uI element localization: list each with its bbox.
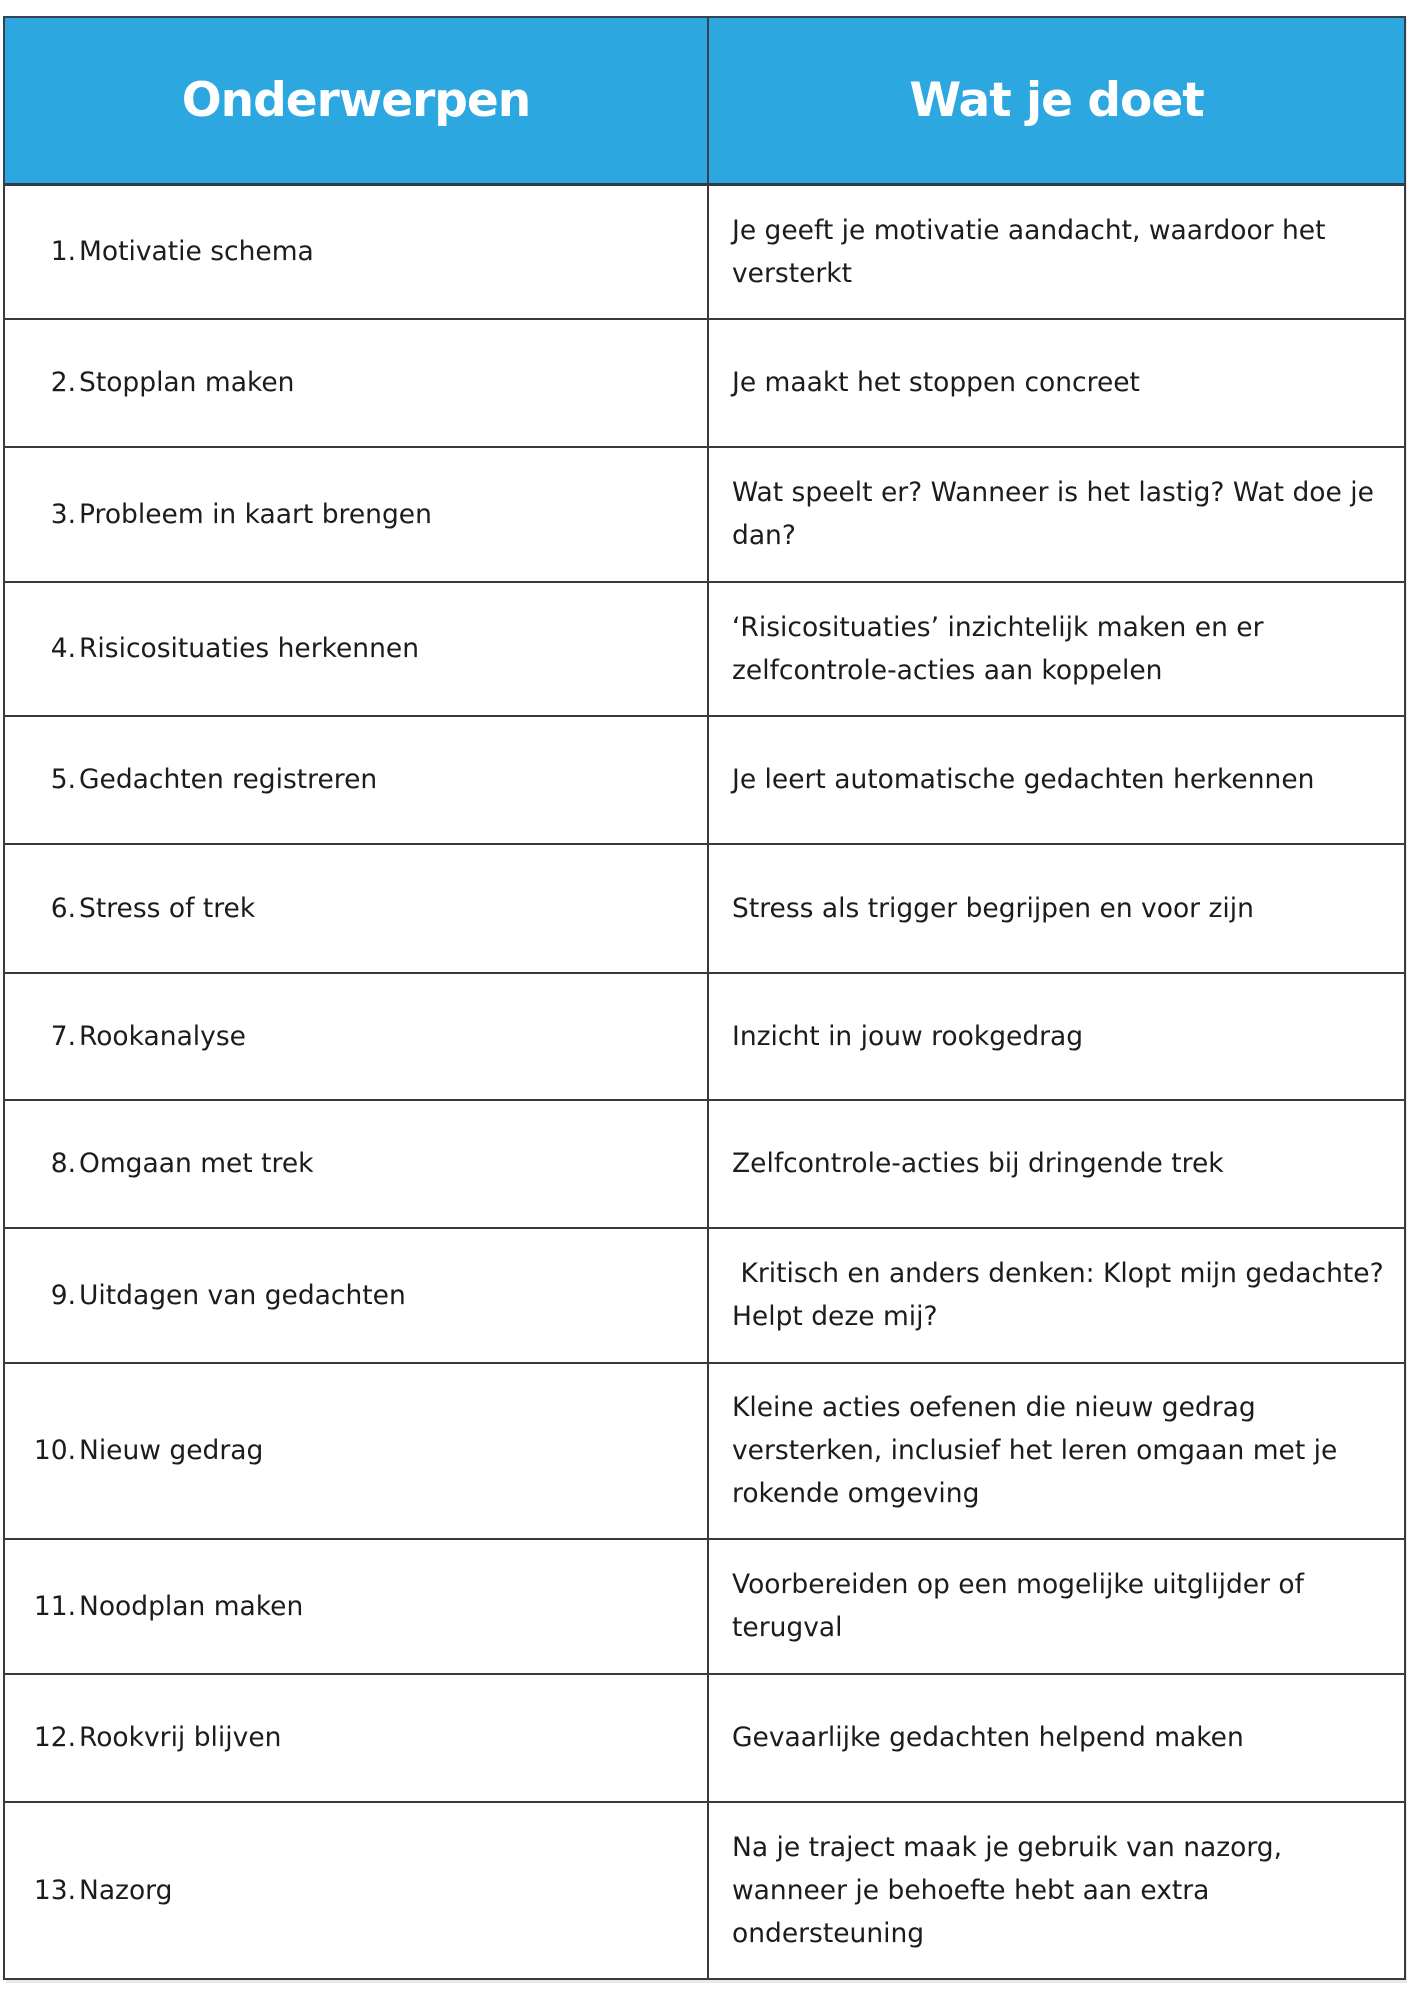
topic-number: 7.	[50, 1020, 76, 1052]
topic-item	[5, 887, 707, 930]
topic-label: Rookanalyse	[79, 1020, 246, 1052]
topic-number: 2.	[50, 367, 76, 398]
action-cell	[708, 1539, 1405, 1674]
topic-cell	[4, 1674, 708, 1802]
header-actions: Wat je doet	[708, 17, 1405, 185]
topic-number: 5.	[50, 764, 76, 795]
topic-item	[5, 230, 707, 273]
action-description: Voorbereiden op een mogelijke uitglijder of terugval	[732, 1569, 1313, 1643]
topic-cell	[4, 1802, 708, 1979]
action-description: Zelfcontrole-acties bij dringende trek	[732, 1148, 1224, 1179]
action-cell	[708, 319, 1405, 447]
topic-number: 4.	[50, 633, 76, 664]
topic-label: Stress of trek	[79, 892, 256, 924]
table-row	[4, 1363, 1405, 1539]
table-row	[4, 582, 1405, 716]
topic-item	[5, 1585, 707, 1628]
topic-item	[5, 758, 707, 801]
topic-number: 8.	[50, 1148, 76, 1179]
table-row	[4, 844, 1405, 973]
action-description: Gevaarlijke gedachten helpend maken	[732, 1722, 1244, 1753]
action-cell	[708, 973, 1405, 1100]
table-header-row	[4, 17, 1405, 185]
action-description: Kleine acties oefenen die nieuw gedrag versterken, inclusief het leren omgaan met je rokende omgeving	[732, 1392, 1346, 1509]
topic-cell	[4, 185, 708, 319]
action-cell	[708, 1802, 1405, 1979]
topic-number: 12.	[33, 1722, 76, 1753]
table-row	[4, 447, 1405, 582]
topic-cell	[4, 319, 708, 447]
topic-item	[5, 1142, 707, 1185]
table-row	[4, 1100, 1405, 1228]
action-description: Je leert automatische gedachten herkennen	[732, 764, 1315, 795]
topic-cell	[4, 1100, 708, 1228]
topic-label: Stopplan maken	[79, 367, 295, 398]
topic-label: Nieuw gedrag	[79, 1435, 264, 1466]
table-row	[4, 716, 1405, 844]
table-row	[4, 1802, 1405, 1979]
action-description: Je geeft je motivatie aandacht, waardoor het versterkt	[732, 214, 1334, 289]
topic-cell	[4, 844, 708, 973]
action-cell	[708, 582, 1405, 716]
topic-item	[5, 1274, 707, 1317]
table-row	[4, 1228, 1405, 1363]
topic-label: Rookvrij blijven	[79, 1722, 282, 1753]
topic-item	[5, 1869, 707, 1912]
topic-number: 3.	[50, 498, 76, 530]
topics-table-container	[3, 16, 1404, 1980]
table-row	[4, 1674, 1405, 1802]
action-cell	[708, 1363, 1405, 1539]
action-description: Na je traject maak je gebruik van nazorg, wanneer je behoefte hebt aan extra ondersteuning	[732, 1831, 1291, 1949]
topic-label: Noodplan maken	[79, 1590, 304, 1622]
topic-cell	[4, 1363, 708, 1539]
topic-label: Nazorg	[79, 1874, 173, 1906]
topic-number: 9.	[50, 1279, 76, 1311]
topic-cell	[4, 1228, 708, 1363]
action-description: Je maakt het stoppen concreet	[732, 367, 1140, 398]
topics-table	[3, 16, 1406, 1980]
topic-cell	[4, 1539, 708, 1674]
header-topics: Onderwerpen	[4, 17, 708, 185]
topic-cell	[4, 447, 708, 582]
topic-item	[5, 1015, 707, 1058]
topic-number: 6.	[50, 892, 76, 924]
action-description: Kritisch en anders denken: Klopt mijn gedachte? Helpt deze mij?	[732, 1258, 1393, 1332]
action-cell	[708, 716, 1405, 844]
action-description: ‘Risicosituaties’ inzichtelijk maken en er zelfcontrole-acties aan koppelen	[732, 611, 1272, 686]
topic-item	[5, 1429, 707, 1472]
topic-item	[5, 627, 707, 670]
topic-cell	[4, 582, 708, 716]
action-cell	[708, 1228, 1405, 1363]
action-description: Stress als trigger begrijpen en voor zijn	[732, 892, 1254, 924]
table-body	[4, 185, 1405, 1979]
action-description: Inzicht in jouw rookgedrag	[732, 1020, 1084, 1052]
topic-label: Gedachten registreren	[79, 764, 378, 795]
action-cell	[708, 185, 1405, 319]
table-row	[4, 185, 1405, 319]
topic-item	[5, 493, 707, 536]
topic-number: 10.	[33, 1435, 76, 1466]
table-row	[4, 973, 1405, 1100]
action-description: Wat speelt er? Wanneer is het lastig? Wat doe je dan?	[732, 477, 1383, 551]
topic-label: Risicosituaties herkennen	[79, 633, 419, 664]
table-row	[4, 1539, 1405, 1674]
table-row	[4, 319, 1405, 447]
action-cell	[708, 1674, 1405, 1802]
topic-cell	[4, 973, 708, 1100]
action-cell	[708, 1100, 1405, 1228]
action-cell	[708, 844, 1405, 973]
topic-item	[5, 361, 707, 404]
topic-number: 13.	[33, 1874, 76, 1906]
topic-number: 1.	[50, 236, 76, 268]
topic-label: Motivatie schema	[79, 236, 314, 268]
topic-label: Uitdagen van gedachten	[79, 1279, 406, 1311]
action-cell	[708, 447, 1405, 582]
topic-label: Omgaan met trek	[79, 1148, 314, 1179]
topic-number: 11.	[33, 1590, 76, 1622]
topic-cell	[4, 716, 708, 844]
topic-label: Probleem in kaart brengen	[79, 498, 432, 530]
topic-item	[5, 1716, 707, 1759]
